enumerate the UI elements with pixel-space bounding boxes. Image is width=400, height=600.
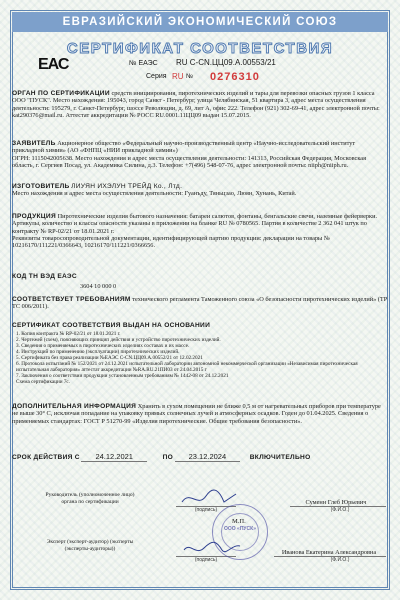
- basis-item: 2. Чертежей (схем), поясняющих принцип действия и устройство пиротехнических изделий.: [16, 337, 221, 344]
- series-value: RU: [172, 72, 184, 81]
- validity-from: 24.12.2021: [81, 452, 147, 462]
- tnved-label: КОД ТН ВЭД ЕАЭС: [12, 273, 77, 280]
- validity-from-label: СРОК ДЕЙСТВИЯ С: [12, 454, 80, 461]
- validity-section: [12, 453, 388, 461]
- product-label: ПРОДУКЦИЯ: [12, 213, 56, 220]
- conformity-section: [12, 296, 388, 311]
- blank-number: 0276310: [210, 71, 260, 83]
- head-name: Суменн Глеб Юрьевич: [305, 499, 367, 506]
- applicant-label: ЗАЯВИТЕЛЬ: [12, 140, 56, 147]
- basis-section: [12, 322, 388, 385]
- series-label: Серия: [146, 73, 167, 80]
- basis-item: 7. Заключения о соответствии продукции установленным требованиям № 1442-08 от 24.12.2021: [16, 373, 229, 380]
- manufacturer-name: ЛИУЯН ИХЭЛУН ТРЕЙД Ко., Лтд.: [71, 183, 183, 190]
- product-docs: Реквизиты товаросопроводительной документации, идентифицирующей партию продукции: декларации на товары № 10216170/111221/0366643, 10216170/111221/0366656.: [12, 234, 330, 250]
- blank-number-label: №: [186, 73, 193, 80]
- head-caption: Руководитель (уполномоченное лицо) органа по сертификации: [45, 492, 135, 505]
- conformity-label: СООТВЕТСТВУЕТ ТРЕБОВАНИЯМ: [12, 296, 131, 303]
- expert-caption: Эксперт (эксперт-аудитор) (эксперты (эксперты-аудиторы)): [46, 539, 134, 552]
- conformity-text: технического регламента Таможенного союза «О безопасности пиротехнических изделий» (ТР ТС 006/2011).: [12, 296, 388, 311]
- manufacturer-text: Место нахождения и адрес места осуществления деятельности: Гуанъду, Тяньцзао, Люян, Хунань, Китай.: [12, 190, 297, 198]
- validity-inclusive: ВКЛЮЧИТЕЛЬНО: [249, 454, 311, 461]
- tnved-section: [12, 273, 388, 280]
- additional-section: [12, 403, 388, 425]
- cert-prefix: № ЕАЭС: [129, 60, 158, 67]
- basis-item: 1. Копия контракта № RP-02/21 от 18.01.2021 г.: [16, 331, 121, 338]
- stamp-text: ООО «ПУСК»: [224, 526, 256, 532]
- validity-to: 23.12.2024: [175, 452, 241, 462]
- basis-scheme: Схема сертификации 7с.: [16, 379, 71, 386]
- name-line-1: [290, 506, 386, 507]
- basis-list: [12, 331, 388, 385]
- basis-label: СЕРТИФИКАТ СООТВЕТСТВИЯ ВЫДАН НА ОСНОВАНИИ: [12, 322, 211, 329]
- basis-item: 4. Инструкций по применению (эксплуатации) пиротехнических изделий.: [16, 349, 180, 356]
- product-text: Пиротехнические изделия бытового назначения: батареи салютов, фонтаны, бенгальские свечи, наземные фейерверки. Артикулы, количество и классы опасности указаны в приложении на бланке RU № 0780565. Партия в количестве 2 362 041 штук по контракту № RP-02/21 от 18.01.2021 г.: [12, 213, 378, 235]
- basis-item: 6. Протокола испытаний № 152/2021 от 24.12.2021 испытательной лаборатории автономной некоммерческой организации «Независимая пиротехническая испытательная лаборатория» аттестат аккредитации №RA.RU.21ПИ03 от 24.04.2015 г: [16, 361, 358, 374]
- manufacturer-section: [12, 183, 388, 198]
- head-signature: [180, 488, 240, 508]
- organ-label: ОРГАН ПО СЕРТИФИКАЦИИ: [12, 90, 110, 97]
- additional-text: Хранить в сухом помещении не ближе 0,5 м от нагревательных приборов при температуре не выше 30° С, исключая попадание на упаковку прямых солнечных лучей и атмосферных осадков. Годен до 01.04.2025. Сведения о применяемых стандартах: ГОСТ Р 51270-99 «Изделия пиротехнические. Общие требования безопасности».: [12, 403, 381, 425]
- organ-text: средств инициирования, пиротехнических изделий и тары для перевозки опасных грузов 1 класса ООО "ПУСК". Место нахождения: 195043, город Санкт - Петербург, улица Челябинская, 51 квартира 3, адрес места осуществления деятельности: 195279, г. Санкт-Петербург, шоссе Революции, д. 69, лит А, офис 222. Телефон (921) 302-69-41, адрес электронной почты: kat290376@mail.ru. Аттестат аккредитации № РОСС RU.0001.11ЦЦ09 выдан 15.07.2015.: [12, 90, 380, 119]
- sign-label-2: (подпись): [194, 557, 218, 563]
- expert-signature: [182, 538, 242, 558]
- fio-label-1: (Ф.И.О.): [330, 507, 350, 513]
- eac-logo: ЕАС: [38, 56, 69, 73]
- expert-name: Иванова Екатерина Александровна: [281, 549, 377, 556]
- validity-to-label: ПО: [162, 454, 174, 461]
- applicant-section: [12, 140, 388, 169]
- applicant-text: Акционерное общество «Федеральный научно-производственный центр «Научно-исследовательский институт прикладной химии» (АО «ФНПЦ «НИИ прикладной химии»): [12, 140, 356, 155]
- organ-section: [12, 90, 388, 119]
- additional-label: ДОПОЛНИТЕЛЬНАЯ ИНФОРМАЦИЯ: [12, 403, 137, 410]
- certificate-title: СЕРТИФИКАТ СООТВЕТСТВИЯ: [66, 40, 334, 57]
- sign-label-1: (подпись): [194, 507, 218, 513]
- product-section: [12, 213, 388, 249]
- certificate-number: RU С-CN.ЦЦ09.А.00553/21: [176, 58, 276, 67]
- applicant-details: ОГРН: 1115042005638. Место нахождения и адрес места осуществления деятельности: 141313, Российская Федерация, Московская область, г. Сергиев Посад, ул. Академика Силина, д.3. Телефон: +7(496) 548-07-76, адрес электронной почты: niiph@niiph.ru.: [12, 154, 366, 169]
- basis-item: 5. Сертификата без права реализации №ЕАЭС С-CN.ЦЦ09.А.00552/21 от 12.02.2021: [16, 355, 203, 362]
- manufacturer-label: ИЗГОТОВИТЕЛЬ: [12, 183, 70, 190]
- header-banner: ЕВРАЗИЙСКИЙ ЭКОНОМИЧЕСКИЙ СОЮЗ: [12, 12, 388, 32]
- basis-item: 3. Сведения о применяемых в пиротехнических изделиях составах и их массе.: [16, 343, 190, 350]
- name-line-2: [274, 556, 386, 557]
- tnved-value: 3604 10 000 0: [80, 283, 117, 290]
- fio-label-2: (Ф.И.О.): [330, 557, 350, 563]
- mp-label: М.П.: [232, 518, 246, 525]
